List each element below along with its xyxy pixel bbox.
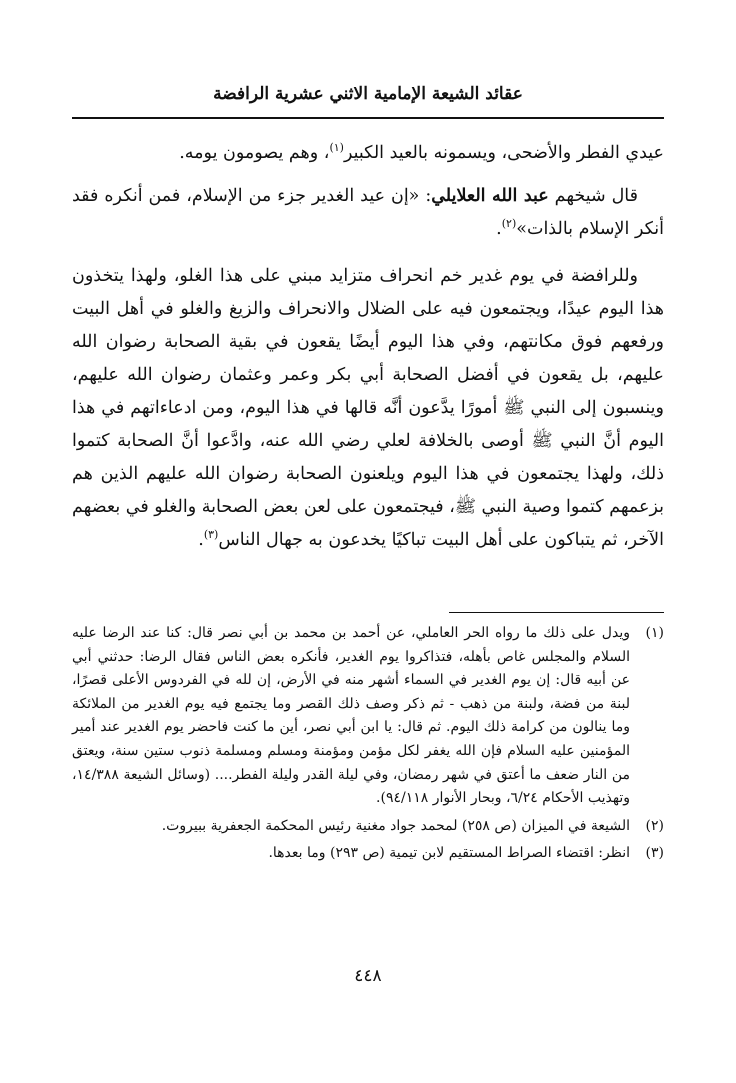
footnote-3: [72, 842, 664, 866]
paragraph-1: [72, 137, 664, 170]
footnote-ref-3: (٣): [203, 528, 219, 542]
footnote-2: [72, 815, 664, 839]
paragraph-3-text-b: .: [198, 530, 204, 550]
paragraph-3-text-a: وللرافضة في يوم غدير خم انحراف متزايد مبني على هذا الغلو، ولهذا يتخذون هذا اليوم عيدًا، ويجتمعون فيه على الضلال والانحراف والزيغ والغلو في أهل البيت ورفعهم فوق مكانتهم، وفي هذا اليوم أيضًا يقعون في بقية الصحابة رضوان الله عليهم، بل يقعون في أفضل الصحابة أبي بكر وعمر وعثمان رضوان الله عليهم، وينسبون إلى النبي ﷺ أمورًا يدَّعون أنَّه قالها في هذا اليوم، ومن ادعاءاتهم في هذا اليوم أنَّ النبي ﷺ أوصى بالخلافة لعلي رضي الله عنه، وادَّعوا أنَّ الصحابة كتموا ذلك، ولهذا يجتمعون في هذا اليوم ويلعنون الصحابة رضوان الله عليهم الذين هم بزعمهم كتموا وصية النبي ﷺ، فيجتمعون على لعن بعض الصحابة والغلو في بعضهم الآخر، ثم يتباكون على أهل البيت تباكيًا يخدعون به جهال الناس: [72, 266, 664, 550]
footnote-1-text: ويدل على ذلك ما رواه الحر العاملي، عن أحمد بن محمد بن أبي نصر قال: كنا عند الرضا عليه السلام والمجلس غاص بأهله، فتذاكروا يوم الغدير، فأنكره بعض الناس فقال الرضا: حدثني أبي عن أبيه قال: إن يوم الغدير في السماء أشهر منه في الأرض، إن لله في الفردوس الأعلى قصرًا، لبنة من فضة، ولبنة من ذهب - ثم ذكر وصف ذلك القصر وما يجتمع فيه يوم الغدير من الملائكة وما ينالون من كرامة ذلك اليوم. ثم قال: يا ابن أبي نصر، أين ما كنت فاحضر يوم الغدير عند أمير المؤمنين عليه السلام فإن الله يغفر لكل مؤمن ومؤمنة ومسلم ومسلمة ذنوب ستين سنة، ويعتق من النار ضعف ما أعتق في شهر رمضان، وفي ليلة القدر وليلة الفطر.... (وسائل الشيعة ١٤/٣٨٨، وتهذيب الأحكام ٦/٢٤، وبحار الأنوار ٩٤/١١٨).: [72, 625, 630, 807]
scholar-name: عبد الله العلايلي: [431, 186, 549, 206]
footnotes: [72, 622, 664, 870]
paragraph-1-text-b: ، وهم يصومون يومه.: [179, 143, 330, 163]
paragraph-1-text-a: عيدي الفطر والأضحى، ويسمونه بالعيد الكبير: [343, 143, 664, 163]
header-rule: [72, 117, 664, 119]
footnote-3-text: انظر: اقتضاء الصراط المستقيم لابن تيمية (ص ٢٩٣) وما بعدها.: [268, 845, 630, 862]
running-header: عقائد الشيعة الإمامية الاثني عشرية الرافضة: [213, 84, 523, 104]
main-text: [72, 137, 664, 567]
footnote-separator: [449, 612, 664, 613]
paragraph-2-text-a: قال شيخهم: [548, 186, 638, 206]
paragraph-2-text-c: .: [496, 219, 502, 239]
paragraph-3: [72, 260, 664, 557]
footnote-2-number: (٢): [645, 817, 664, 834]
footnote-3-number: (٣): [645, 845, 664, 862]
footnote-1-number: (١): [645, 625, 664, 641]
paragraph-2-text-b: : «إن عيد الغدير جزء من الإسلام، فمن أنكره فقد أنكر الإسلام بالذات»: [72, 186, 664, 239]
footnote-ref-1: (١): [329, 141, 344, 155]
footnote-2-text: الشيعة في الميزان (ص ٢٥٨) لمحمد جواد مغنية رئيس المحكمة الجعفرية ببيروت.: [161, 817, 630, 834]
footnote-ref-2: (٢): [501, 217, 517, 231]
paragraph-2: [72, 180, 664, 246]
page-number: ٤٤٨: [354, 966, 382, 986]
footnote-1: [72, 622, 664, 811]
